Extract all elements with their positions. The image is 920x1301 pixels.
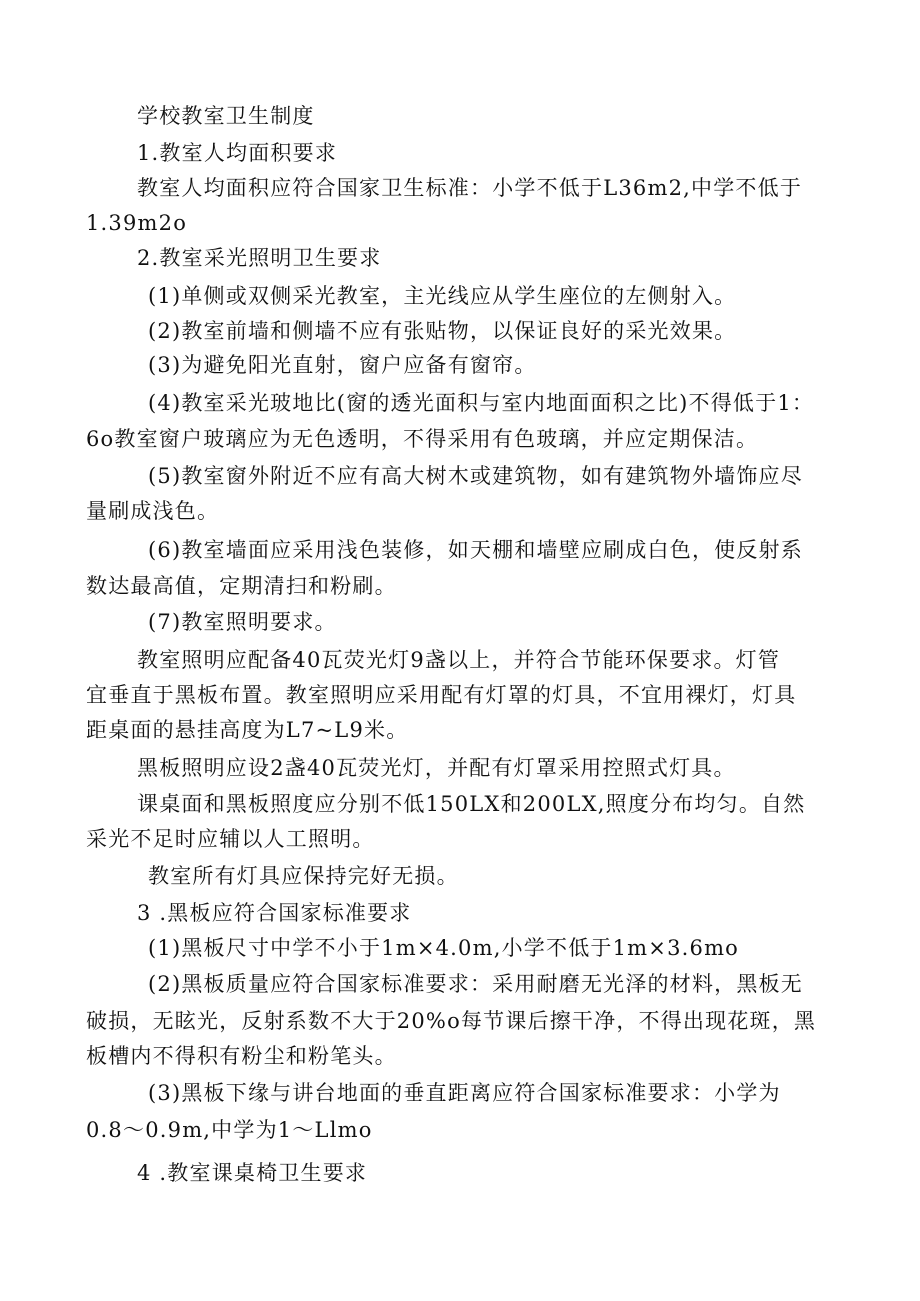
list-item-3: (3)黑板下缘与讲台地面的垂直距离应符合国家标准要求：小学为: [148, 1081, 781, 1105]
section-heading-4: 4 .教室课桌椅卫生要求: [137, 1161, 368, 1185]
paragraph-line: 数达最高值，定期清扫和粉刷。: [86, 574, 397, 598]
list-item-2: (2)黑板质量应符合国家标准要求：采用耐磨无光泽的材料，黑板无: [148, 972, 803, 996]
paragraph-line: 6o教室窗户玻璃应为无色透明，不得采用有色玻璃，并应定期保洁。: [86, 427, 759, 451]
section-heading-3: 3 .黑板应符合国家标准要求: [137, 901, 412, 925]
paragraph-line: 1.39m2o: [86, 211, 188, 235]
list-item-6: (6)教室墙面应采用浅色装修，如天棚和墙壁应刷成白色，使反射系: [148, 538, 803, 562]
list-item-1: (1)黑板尺寸中学不小于1m×4.0m,小学不低于1m×3.6mo: [148, 936, 740, 960]
paragraph-line: 采光不足时应辅以人工照明。: [86, 827, 375, 851]
list-item-5: (5)教室窗外附近不应有高大树木或建筑物，如有建筑物外墙饰应尽: [148, 464, 803, 488]
paragraph-line: 量刷成浅色。: [86, 499, 220, 523]
paragraph-line: 教室所有灯具应保持完好无损。: [148, 864, 459, 888]
list-item-4: (4)教室采光玻地比(窗的透光面积与室内地面面积之比)不得低于1：: [148, 391, 815, 415]
paragraph-line: 宜垂直于黑板布置。教室照明应采用配有灯罩的灯具，不宜用裸灯，灯具: [86, 683, 797, 707]
list-item-7: (7)教室照明要求。: [148, 610, 337, 634]
paragraph-line: 板槽内不得积有粉尘和粉笔头。: [86, 1044, 397, 1068]
paragraph-line: 黑板照明应设2盏40瓦荧光灯，并配有灯罩采用控照式灯具。: [137, 756, 736, 780]
section-heading-2: 2.教室采光照明卫生要求: [137, 246, 382, 270]
list-item-3: (3)为避免阳光直射，窗户应备有窗帘。: [148, 353, 537, 377]
paragraph-line: 距桌面的悬挂高度为L7~L9米。: [86, 718, 409, 742]
paragraph-line: 0.8～0.9m,中学为1～Llmo: [86, 1118, 373, 1142]
paragraph-line: 教室人均面积应符合国家卫生标准：小学不低于L36m2,中学不低于: [137, 176, 803, 200]
paragraph-line: 教室照明应配备40瓦荧光灯9盏以上，并符合节能环保要求。灯管: [137, 648, 781, 672]
list-item-2: (2)教室前墙和侧墙不应有张贴物，以保证良好的采光效果。: [148, 319, 737, 343]
paragraph-line: 破损，无眩光，反射系数不大于20%o每节课后擦干净，不得出现花斑，黑: [86, 1009, 817, 1033]
section-heading-1: 1.教室人均面积要求: [137, 141, 338, 165]
list-item-1: (1)单侧或双侧采光教室，主光线应从学生座位的左侧射入。: [148, 284, 737, 308]
document-title: 学校教室卫生制度: [137, 104, 315, 128]
paragraph-line: 课桌面和黑板照度应分别不低150LX和200LX,照度分布均匀。自然: [137, 792, 806, 816]
